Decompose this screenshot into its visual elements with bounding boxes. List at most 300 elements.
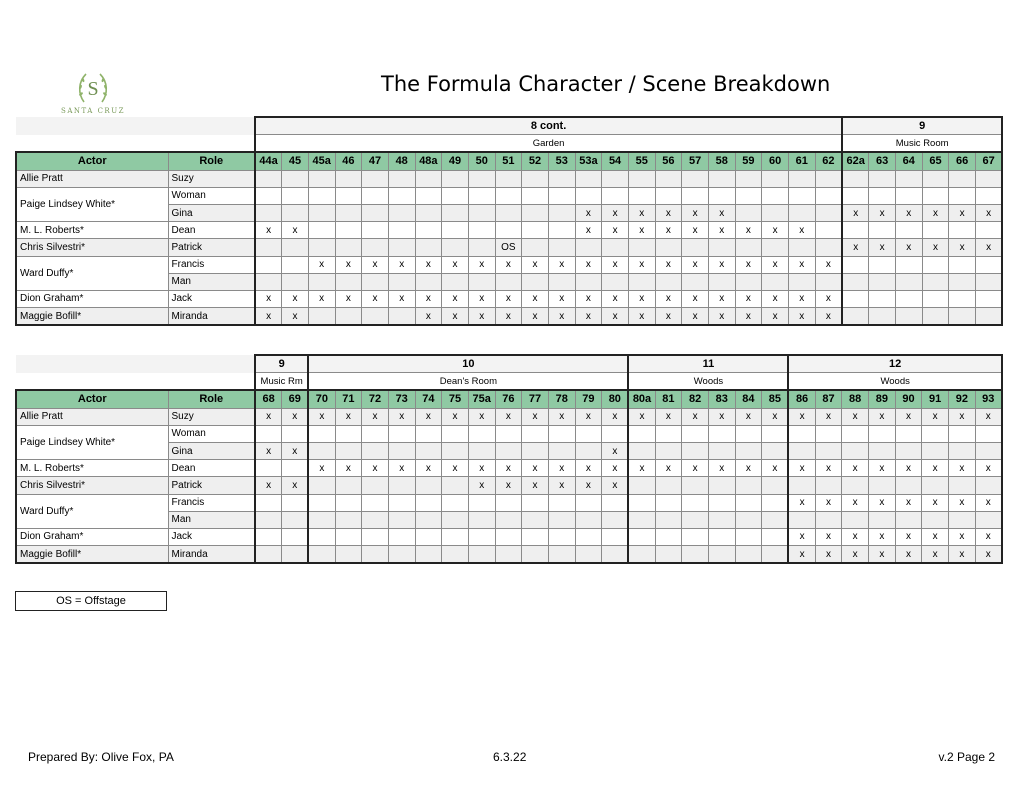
scene-number-header: 61 [788,152,815,170]
scene-cell: x [708,222,735,239]
scene-cell [575,425,602,442]
scene-cell: x [522,408,549,425]
scene-cell [495,528,522,545]
scene-cell: x [922,408,949,425]
scene-cell [602,239,629,256]
scene-cell [788,442,815,459]
scene-cell: x [548,308,575,326]
scene-cell: x [975,546,1002,564]
scene-cell [468,187,495,204]
scene-cell: x [602,222,629,239]
scene-cell [842,170,869,187]
scene-cell [708,187,735,204]
scene-cell [548,511,575,528]
scene-cell [682,425,709,442]
breakdown-table-2 [15,354,1003,564]
scene-cell: x [788,308,815,326]
scene-cell: x [495,256,522,273]
scene-cell [762,273,789,290]
scene-cell [869,222,896,239]
scene-cell [628,273,655,290]
scene-cell: x [442,256,469,273]
svg-text:S: S [87,78,99,100]
scene-cell [362,204,389,221]
scene-cell: x [602,290,629,307]
scene-cell: x [842,528,869,545]
scene-cell [682,511,709,528]
scene-cell [815,511,842,528]
scene-header: 8 cont. [255,117,842,135]
table-row [16,528,1002,545]
scene-cell: x [895,546,922,564]
scene-cell: x [282,408,309,425]
scene-cell [282,187,309,204]
scene-number-header: 56 [655,152,682,170]
scene-cell [842,442,869,459]
scene-cell [655,442,682,459]
scene-number-header: 80a [628,390,655,408]
scene-cell [255,273,282,290]
scene-cell: x [628,460,655,477]
scene-cell [468,273,495,290]
scene-cell [335,239,362,256]
footer-prepared-by: Prepared By: Olive Fox, PA [28,750,174,764]
scene-cell [548,442,575,459]
scene-cell: x [335,408,362,425]
scene-cell: x [548,460,575,477]
scene-cell: x [895,204,922,221]
scene-number-header: 63 [869,152,896,170]
scene-cell [682,273,709,290]
scene-cell [282,256,309,273]
actor-name: Dion Graham* [16,528,168,545]
scene-cell [255,256,282,273]
scene-cell: x [628,408,655,425]
scene-cell: x [975,204,1002,221]
scene-cell [308,442,335,459]
role-name: Gina [168,442,255,459]
actor-name: Allie Pratt [16,170,168,187]
scene-cell [682,170,709,187]
table-row [16,290,1002,307]
scene-cell [815,222,842,239]
scene-number-header: 57 [682,152,709,170]
scene-cell [282,273,309,290]
scene-cell [975,222,1002,239]
scene-cell: x [788,256,815,273]
scene-cell [388,273,415,290]
table-row [16,187,1002,204]
scene-cell [442,494,469,511]
scene-cell [442,239,469,256]
scene-cell [548,528,575,545]
scene-cell: x [655,460,682,477]
scene-cell [308,546,335,564]
scene-cell: x [468,477,495,494]
scene-cell [655,494,682,511]
scene-cell [628,528,655,545]
scene-cell: x [308,290,335,307]
scene-cell [522,222,549,239]
scene-cell [975,477,1002,494]
scene-cell: x [548,477,575,494]
scene-cell [255,460,282,477]
scene-cell [655,273,682,290]
scene-cell: x [495,308,522,326]
scene-cell [308,425,335,442]
scene-cell [922,511,949,528]
scene-cell [282,239,309,256]
table-row [16,408,1002,425]
scene-cell [415,494,442,511]
scene-number-header: 44a [255,152,282,170]
actor-name: Chris Silvestri* [16,239,168,256]
scene-cell: x [949,494,976,511]
scene-cell: x [522,477,549,494]
scene-cell [495,511,522,528]
scene-cell [415,170,442,187]
scene-cell [842,290,869,307]
scene-cell [735,442,762,459]
scene-cell [362,511,389,528]
scene-cell [975,273,1002,290]
scene-cell: x [575,477,602,494]
scene-cell: x [628,256,655,273]
scene-cell [682,546,709,564]
scene-cell [415,204,442,221]
table-row [16,494,1002,511]
scene-cell [949,290,976,307]
scene-cell: x [282,222,309,239]
scene-cell: x [869,239,896,256]
scene-cell: x [522,290,549,307]
scene-number-header: 47 [362,152,389,170]
scene-cell [628,494,655,511]
scene-cell [282,425,309,442]
scene-cell: x [628,308,655,326]
scene-number-header: 64 [895,152,922,170]
scene-cell [869,511,896,528]
scene-cell [522,204,549,221]
scene-cell [388,477,415,494]
scene-cell [895,170,922,187]
scene-cell [842,511,869,528]
role-name: Patrick [168,239,255,256]
scene-number-header: 83 [708,390,735,408]
role-name: Suzy [168,408,255,425]
scene-cell: x [362,408,389,425]
scene-cell [869,290,896,307]
scene-cell [442,528,469,545]
scene-cell: x [869,546,896,564]
scene-number-header: 90 [895,390,922,408]
scene-cell: x [442,290,469,307]
scene-cell [522,273,549,290]
role-name: Jack [168,290,255,307]
scene-cell [335,511,362,528]
scene-number-header: 69 [282,390,309,408]
scene-cell [762,425,789,442]
scene-cell [842,273,869,290]
scene-cell [282,528,309,545]
scene-cell [842,256,869,273]
table-row [16,256,1002,273]
scene-cell: x [655,256,682,273]
role-name: Dean [168,222,255,239]
scene-cell [442,425,469,442]
scene-cell: x [922,546,949,564]
scene-cell: x [468,408,495,425]
scene-number-header: 54 [602,152,629,170]
scene-number-header: 72 [362,390,389,408]
scene-cell: x [815,256,842,273]
scene-cell: x [975,460,1002,477]
scene-cell [762,170,789,187]
scene-cell [522,239,549,256]
scene-cell: x [682,308,709,326]
scene-cell [468,442,495,459]
footer-version-page: v.2 Page 2 [938,750,995,764]
scene-cell [468,204,495,221]
scene-cell: x [575,256,602,273]
scene-cell: x [495,460,522,477]
scene-cell: x [788,494,815,511]
scene-cell [388,187,415,204]
scene-cell: x [788,546,815,564]
location-header: Woods [788,373,1001,391]
scene-header: 12 [788,355,1001,373]
scene-number-header: 88 [842,390,869,408]
scene-cell [895,308,922,326]
scene-cell [735,477,762,494]
scene-cell [655,170,682,187]
scene-cell [442,187,469,204]
scene-cell [708,442,735,459]
table-row [16,170,1002,187]
scene-cell: x [255,477,282,494]
scene-cell [788,477,815,494]
scene-cell [869,425,896,442]
role-name: Man [168,273,255,290]
scene-cell: x [655,308,682,326]
scene-cell: x [682,222,709,239]
scene-number-header: 91 [922,390,949,408]
scene-cell: x [682,256,709,273]
scene-cell [708,425,735,442]
scene-cell [628,170,655,187]
scene-cell [388,204,415,221]
scene-cell [949,442,976,459]
scene-cell [468,494,495,511]
scene-cell [522,494,549,511]
scene-number-header: 62a [842,152,869,170]
scene-cell [895,511,922,528]
scene-cell [362,425,389,442]
scene-cell [788,170,815,187]
scene-cell [548,494,575,511]
scene-cell: x [735,408,762,425]
scene-cell [842,477,869,494]
scene-cell: x [335,460,362,477]
scene-cell [495,494,522,511]
scene-cell [415,222,442,239]
scene-cell: x [362,290,389,307]
scene-cell [735,187,762,204]
scene-cell [682,442,709,459]
scene-cell [788,239,815,256]
scene-cell [442,477,469,494]
scene-cell [895,273,922,290]
scene-cell [495,222,522,239]
scene-cell [869,187,896,204]
scene-cell [895,187,922,204]
scene-cell [308,187,335,204]
scene-cell [922,170,949,187]
scene-cell: x [922,204,949,221]
scene-cell [682,239,709,256]
scene-cell [388,308,415,326]
scene-cell: x [442,408,469,425]
scene-cell [335,494,362,511]
scene-cell [548,546,575,564]
scene-cell [362,170,389,187]
table-row [16,239,1002,256]
scene-cell [282,494,309,511]
scene-cell [735,425,762,442]
scene-cell: x [815,528,842,545]
scene-cell [495,273,522,290]
scene-cell [869,170,896,187]
scene-number-header: 75 [442,390,469,408]
scene-cell: x [308,256,335,273]
scene-cell: x [682,460,709,477]
scene-cell [255,528,282,545]
scene-cell [335,546,362,564]
scene-number-header: 67 [975,152,1002,170]
scene-number-header: 86 [788,390,815,408]
scene-cell [522,442,549,459]
scene-cell [949,477,976,494]
scene-cell [308,308,335,326]
scene-cell [602,511,629,528]
scene-cell: x [708,204,735,221]
scene-cell [762,494,789,511]
scene-cell [415,425,442,442]
scene-cell [655,546,682,564]
scene-cell: x [335,290,362,307]
scene-number-header: 71 [335,390,362,408]
scene-cell: x [869,408,896,425]
scene-cell [762,442,789,459]
scene-cell [522,170,549,187]
laurel-s-icon [76,70,110,106]
scene-cell [255,511,282,528]
scene-cell [282,460,309,477]
scene-cell: x [655,290,682,307]
scene-cell [895,477,922,494]
scene-cell [735,239,762,256]
scene-cell: x [602,477,629,494]
scene-cell [388,494,415,511]
scene-cell: x [362,256,389,273]
scene-cell: x [282,290,309,307]
location-header: Woods [628,373,788,391]
scene-cell: x [869,494,896,511]
scene-cell: x [415,408,442,425]
scene-cell: x [708,256,735,273]
scene-cell: x [282,477,309,494]
scene-cell [788,425,815,442]
scene-cell [842,222,869,239]
scene-number-header: 74 [415,390,442,408]
scene-cell [682,187,709,204]
scene-cell [415,442,442,459]
scene-cell [602,425,629,442]
scene-cell [442,170,469,187]
scene-cell: x [388,408,415,425]
scene-cell: x [842,546,869,564]
scene-cell [255,546,282,564]
scene-cell: x [468,308,495,326]
scene-header: 9 [255,355,308,373]
scene-cell [308,222,335,239]
scene-cell [762,187,789,204]
scene-number-header: 89 [869,390,896,408]
scene-cell [495,425,522,442]
scene-cell [388,425,415,442]
role-name: Francis [168,494,255,511]
scene-cell [575,239,602,256]
scene-cell [628,511,655,528]
scene-cell [895,442,922,459]
scene-cell: x [415,256,442,273]
scene-cell: x [842,204,869,221]
scene-cell [335,170,362,187]
table-row [16,425,1002,442]
role-name: Gina [168,204,255,221]
actor-name: Dion Graham* [16,290,168,307]
scene-cell [949,170,976,187]
scene-cell [362,442,389,459]
scene-cell [495,204,522,221]
scene-number-header: 87 [815,390,842,408]
scene-number-header: 45 [282,152,309,170]
scene-cell [548,170,575,187]
scene-cell [548,425,575,442]
scene-cell [468,239,495,256]
scene-cell [735,204,762,221]
scene-cell [922,187,949,204]
scene-cell: x [842,460,869,477]
scene-cell: x [388,460,415,477]
scene-cell [762,511,789,528]
actor-name: M. L. Roberts* [16,460,168,477]
scene-cell [282,546,309,564]
scene-cell: x [922,460,949,477]
scene-cell [308,477,335,494]
scene-cell: x [495,290,522,307]
scene-cell: x [815,408,842,425]
scene-cell [255,204,282,221]
scene-cell [388,170,415,187]
scene-cell [362,308,389,326]
scene-cell [682,477,709,494]
scene-cell [949,187,976,204]
scene-cell [949,256,976,273]
actor-name: Ward Duffy* [16,256,168,290]
scene-cell [602,528,629,545]
scene-cell [735,170,762,187]
